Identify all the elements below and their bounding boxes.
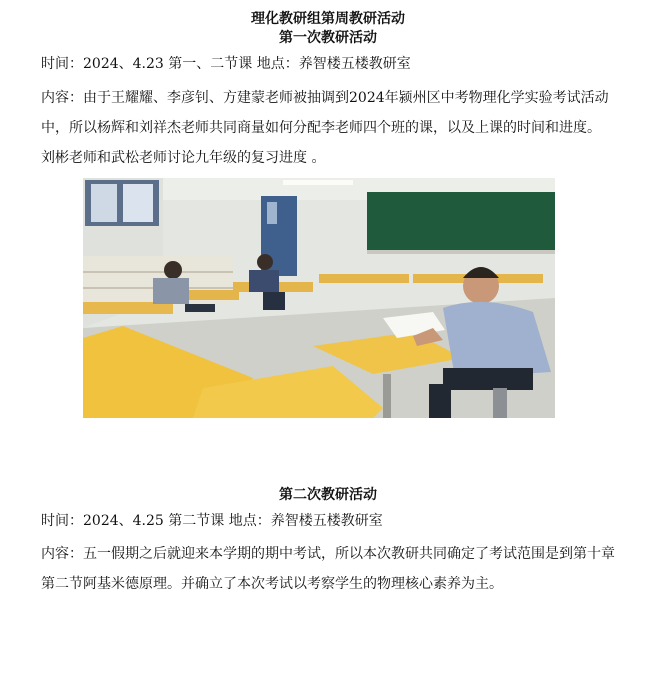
- meeting-photo: [83, 178, 555, 418]
- session2-time-location: 时间：2024、4.25 第二节课 地点：养智楼五楼教研室: [41, 513, 383, 529]
- session2-content: 内容：五一假期之后就迎来本学期的期中考试，所以本次教研共同确定了考试范围是到第十章第二节阿基米德原理。并确立了本次考试以考察学生的物理核心素养为主。: [41, 546, 615, 592]
- session1-time-location: 时间：2024、4.23 第一、二节课 地点：养智楼五楼教研室: [41, 56, 411, 72]
- session2-title: 第二次教研活动: [279, 487, 377, 503]
- session1-content: 内容：由于王耀耀、李彦钊、方建蒙老师被抽调到2024年颍州区中考物理化学实验考试活动中，所以杨辉和刘祥杰老师共同商量如何分配李老师四个班的课，以及上课的时间和进度。 刘彬老师和武松老师讨论九年级的复习进度 。: [41, 90, 609, 166]
- main-title: 理化教研组第周教研活动: [251, 11, 405, 27]
- session1-title: 第一次教研活动: [279, 30, 377, 46]
